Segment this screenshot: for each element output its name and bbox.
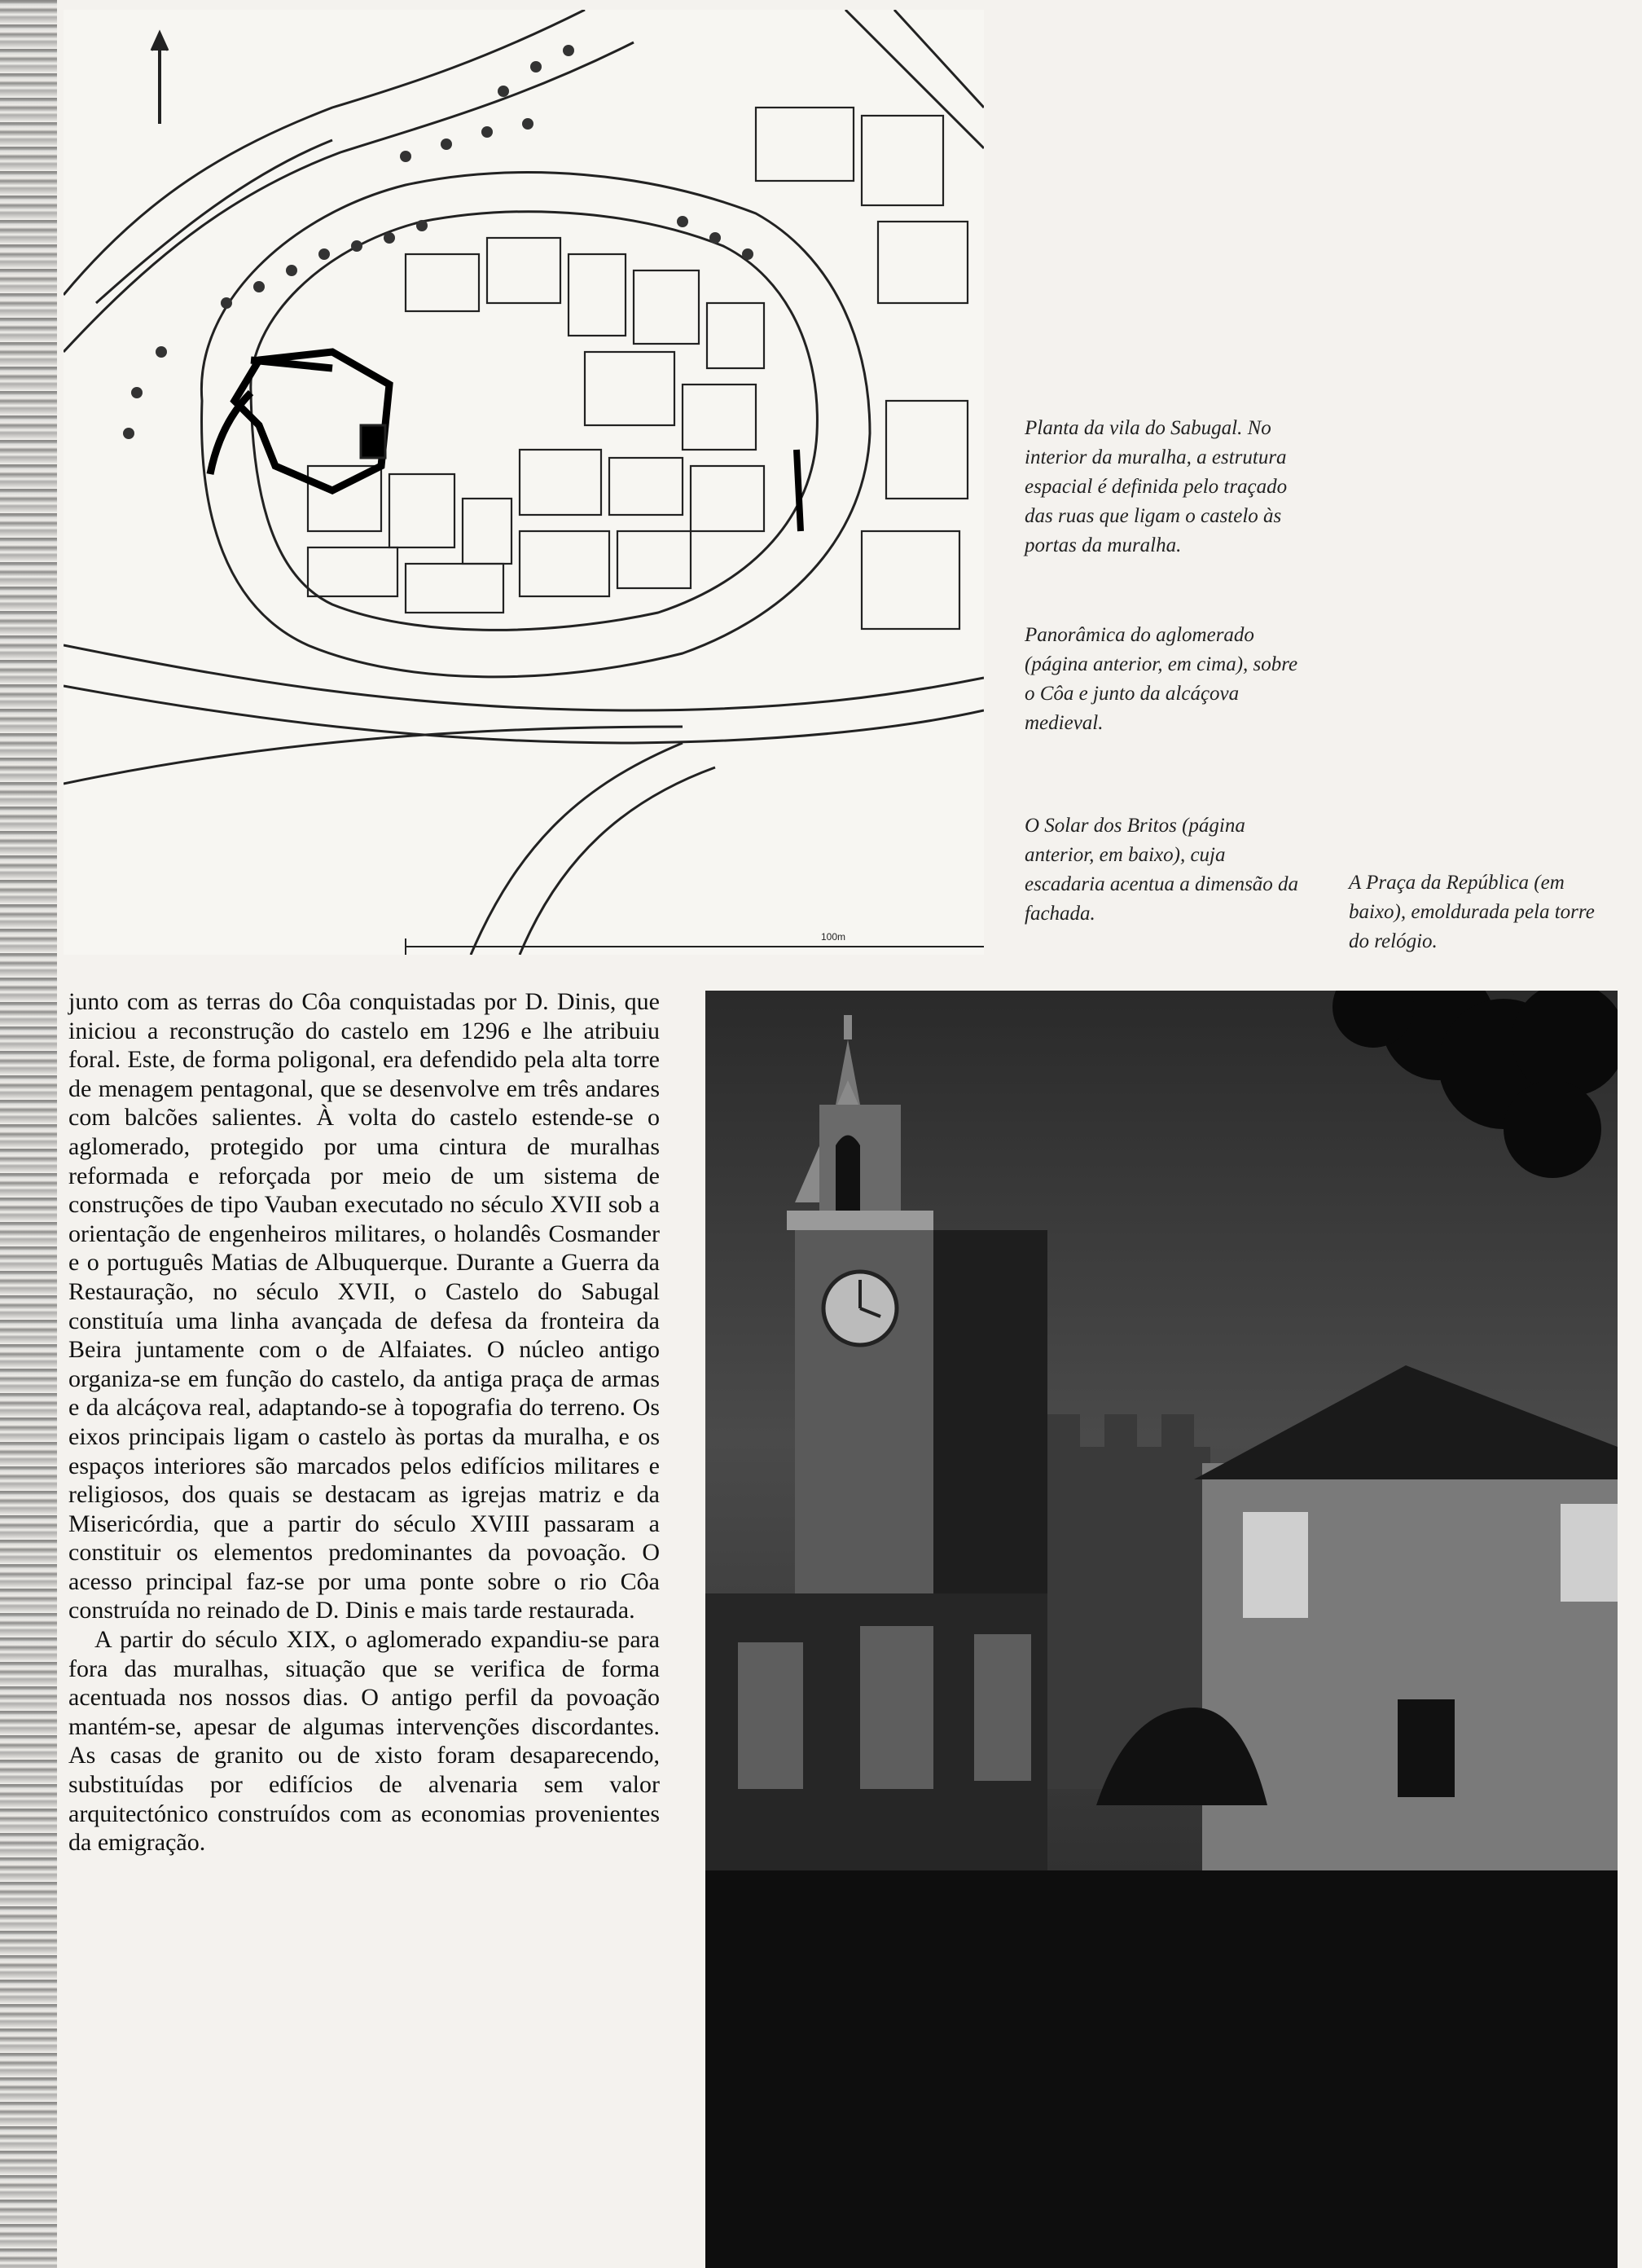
body-text-column [68,987,660,1857]
caption-panoramica: Panorâmica do aglomerado (página anterior, em cima), sobre o Côa e junto da alcáçova medieval. [1025,624,1298,734]
caption-praca: A Praça da República (em baixo), emoldurada pela torre do relógio. [1349,872,1595,952]
scale-label: 100m [821,931,846,943]
caption-solar: O Solar dos Britos (página anterior, em baixo), cuja escadaria acentua a dimensão da fachada. [1025,815,1299,925]
body-paragraph-2: A partir do século XIX, o aglomerado expandiu-se para fora das muralhas, situação que se verifica de forma acentuada nos nossos dias. O antigo perfil da povoação mantém-se, apesar de algumas intervenções discordantes. As casas de granito ou de xisto foram desaparecendo, substituídas por edifícios de alvenaria sem valor arquitectónico construídos com as economias provenientes da emigração. [68,1626,660,1857]
body-paragraph-1: junto com as terras do Côa conquistadas por D. Dinis, que iniciou a reconstrução do castelo em 1296 e lhe atribuiu foral. Este, de forma poligonal, era defendido pela alta torre de menagem pentagonal, que se desenvolve em três andares com balcões salientes. À volta do castelo estende-se o aglomerado, protegido por uma cintura de muralhas reformada e reforçada por meio de um sistema de construções de tipo Vauban executado no século XVII sob a orientação de engenheiros militares, o holandês Cosmander e o português Matias de Albuquerque. Durante a Guerra da Restauração, no século XVII, o Castelo do Sabugal constituía uma linha avançada de defesa da fronteira da Beira juntamente com o de Alfaiates. O núcleo antigo organiza-se em função do castelo, da antiga praça de armas e da alcáçova real, adaptando-se à topografia do terreno. Os eixos principais ligam o castelo às portas da muralha, e os espaços interiores são marcados pelos edifícios militares e religiosos, dos quais se destacam as igrejas matriz e da Misericórdia, que a partir do século XVIII passaram a constituir os elementos predominantes da povoação. O acesso principal faz-se por uma ponte sobre o rio Côa construída no reinado de D. Dinis e mais tarde restaurada. [68,988,660,1624]
photo-clock-tower [705,991,1618,2268]
town-plan-map [64,10,984,955]
scan-edge-artifact [0,0,57,2268]
caption-map-plan: Planta da vila do Sabugal. No interior da muralha, a estrutura espacial é definida pelo traçado das ruas que ligam o castelo às portas da muralha. [1025,417,1288,556]
